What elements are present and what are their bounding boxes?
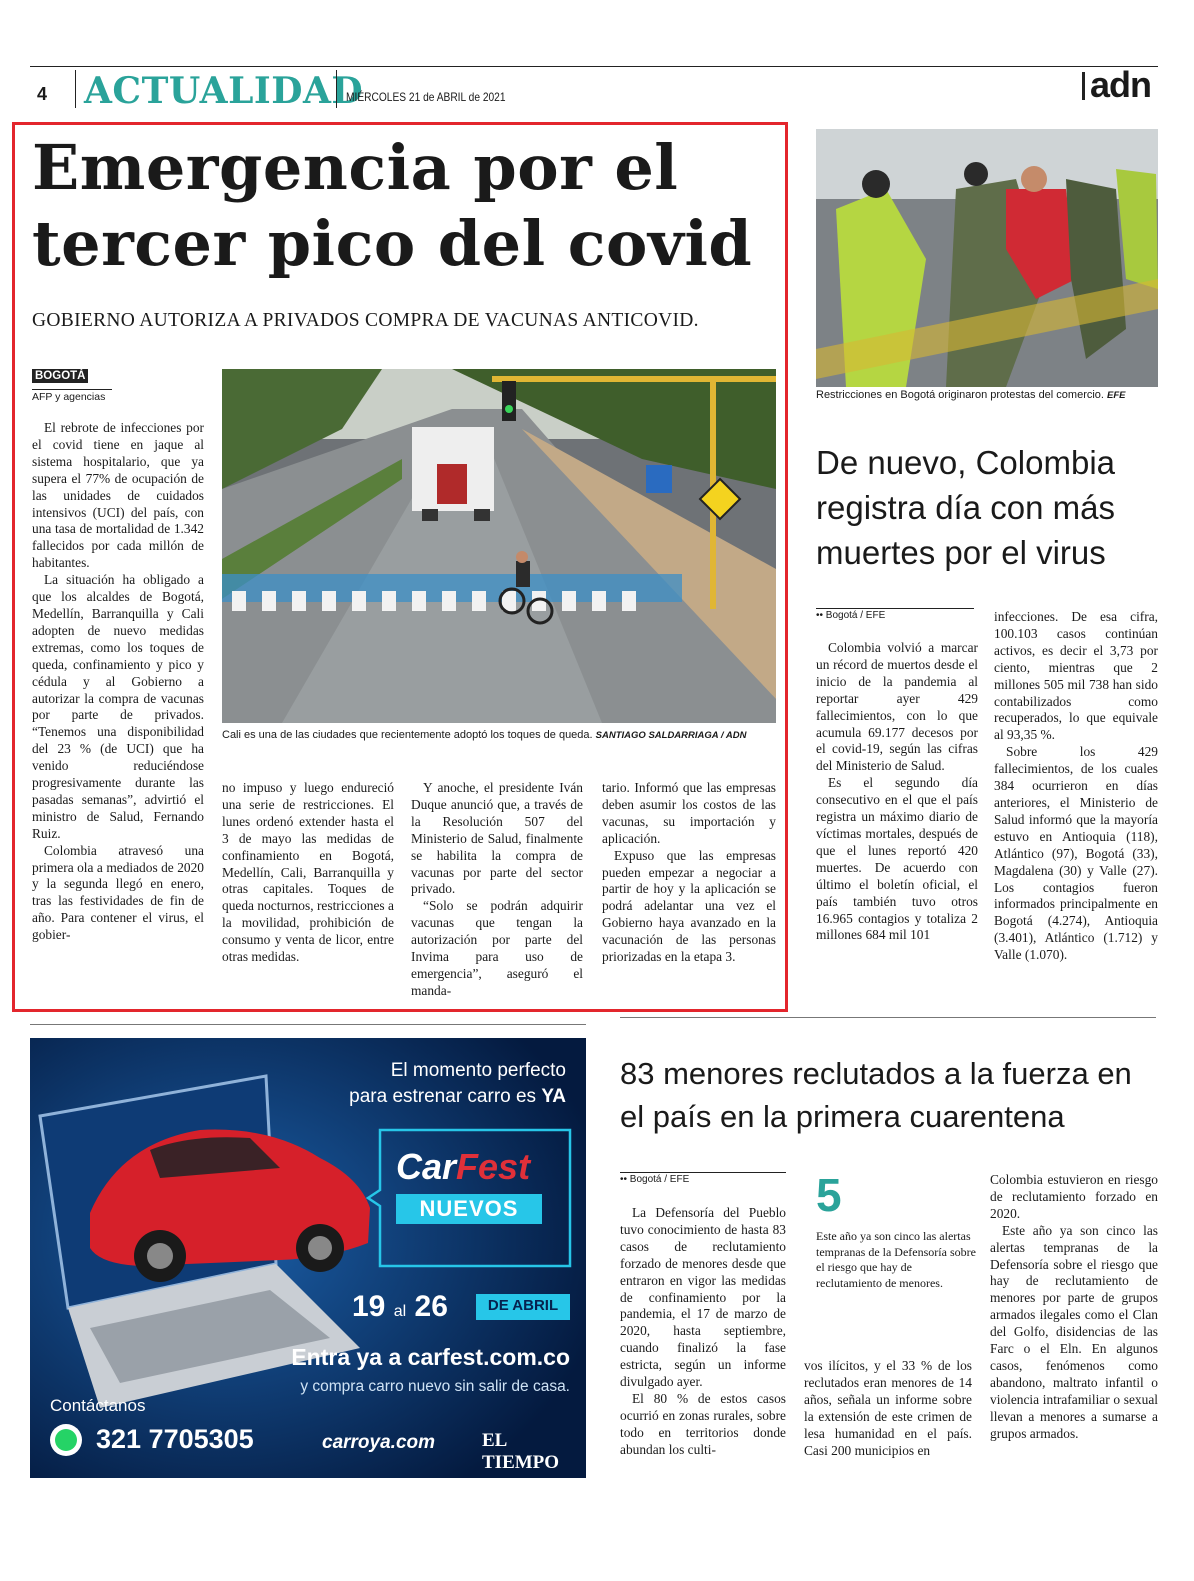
section-title: ACTUALIDAD: [84, 70, 364, 112]
photo-credit: EFE: [1107, 390, 1126, 401]
article-column: [620, 1205, 786, 1459]
date-to: 26: [414, 1290, 448, 1323]
paragraph: El 80 % de estos casos ocurrió en zonas rurales, sobre todo en territorios donde abundan los culti-: [620, 1390, 786, 1457]
carfest-logo: [396, 1146, 530, 1188]
photo-caption: [222, 729, 776, 741]
article-column: [994, 609, 1158, 964]
photo-caption: [816, 389, 1126, 401]
logo-bar: [1082, 72, 1085, 100]
issue-date: MIÉRCOLES 21 de ABRIL de 2021: [346, 90, 506, 104]
paragraph: Y anoche, el presidente Iván Duque anunció que, a través de la Resolución 507 del Ministerio de Salud, finalmente se habilita la compra de vacunas por parte del sector privado.: [411, 780, 583, 897]
photo-credit: SANTIAGO SALDARRIAGA / ADN: [595, 730, 747, 741]
whatsapp-icon[interactable]: [50, 1424, 82, 1456]
section-divider: [30, 1024, 586, 1025]
paragraph: Expuso que las empresas pueden empezar a negociar a partir de hoy y la aplicación se podrá adelantar una vez el Gobierno haya avanzado en la vacunación de las personas priorizadas en la etapa 3.: [602, 847, 776, 965]
protest-photo: [816, 129, 1158, 387]
section-divider: [620, 1017, 1156, 1018]
paragraph: tario. Informó que las empresas deben asumir los costos de las vacunas, su importación y aplicación.: [602, 780, 776, 846]
adn-logo: adn: [1090, 64, 1152, 105]
date-from: 19: [352, 1290, 386, 1323]
headline-line: Emergencia por el: [32, 131, 679, 204]
paragraph: no impuso y luego endureció una serie de restricciones. El lunes ordenó extender hasta el 3 de mayo las medidas de confinamiento en Bogotá, Medellín, Cali, Barranquilla y otras capitales. Toques de queda nocturnos, restricciones a la movilidad, prohibición de consumo y venta de licor, entre otras medidas.: [222, 780, 394, 965]
paragraph: infecciones. De esa cifra, 100.103 casos continúan activos, es decir el 3,73 por ciento, mientras que 2 millones 505 mil 738 han sido contabilizados como recuperados, lo que equivale al 93,35 %.: [994, 609, 1158, 743]
paragraph: Sobre los 429 fallecimientos, de los cuales 384 ocurrieron en días anteriores, el Ministerio de Salud informó que la mayoría estuvo en Antioquia (118), Atlántico (97), Bogotá (33), Magdalena (30) y Valle (27). Los contagios fueron informados principalmente en Bogotá (4.274), Antioquia (3.401), Atlántico (1.712) y Valle (1.070).: [994, 744, 1158, 963]
eltiempo-logo: EL TIEMPO: [482, 1430, 560, 1473]
byline: •• Bogotá / EFE: [816, 608, 974, 621]
ad-cta-sub: y compra carro nuevo sin salir de casa.: [300, 1378, 570, 1395]
paragraph: vos ilícitos, y el 33 % de los reclutados eran menores de 14 años, señala un informe sobre la extensión de este crimen de lesa humanidad en el país. Casi 200 municipios en: [804, 1358, 972, 1458]
paragraph: La situación ha obligado a que los alcaldes de Bogotá, Medellín, Barranquilla y Cali adopten de nuevo medidas extremas, como los toques de queda, confinamiento y pico y cédula y al Gobierno a autorizar la compra de vacunas por parte de privados. “Tenemos una disponibilidad del 23 % (de UCI) que ha venido reduciéndose progresivamente durante las pasadas semanas”, advirtió el ministro de Salud, Fernando Ruiz.: [32, 572, 204, 841]
highlight-text: Este año ya son cinco las alertas tempranas de la Defensoría sobre el riesgo que hay de reclutamiento de menores.: [816, 1229, 976, 1290]
article-column: [32, 420, 204, 944]
paragraph: Es el segundo día consecutivo en el que el país registra un máximo diario de víctimas mortales, después de que el lunes reportó 420 muertes. De acuerdo con último el boletín oficial, el país también tuvo otros 16.965 contagios y totaliza 2 millones 684 mil 101: [816, 775, 978, 943]
header-rule: [30, 66, 1158, 67]
ad-cta[interactable]: Entra ya a carfest.com.co: [291, 1344, 570, 1370]
article-column: [222, 780, 394, 966]
article-column: [804, 1358, 972, 1459]
nuevos-badge: NUEVOS: [419, 1196, 519, 1221]
highlight-number: 5: [816, 1169, 842, 1221]
header-divider: [75, 70, 76, 108]
caption-text: Restricciones en Bogotá originaron protestas del comercio.: [816, 389, 1104, 401]
caption-text: Cali es una de las ciudades que recientemente adoptó los toques de queda.: [222, 729, 593, 741]
tagline-line: para estrenar carro es: [349, 1086, 542, 1107]
page-number: 4: [37, 84, 48, 104]
date-connector: al: [393, 1303, 407, 1320]
paragraph: Este año ya son cinco las alertas tempranas de la Defensoría sobre el riesgo que hay de reclutamiento de menores por parte de grupos armados ilegales como el Clan del Golfo, disidencias de las Farc o el Eln. En algunos casos, fenómenos como abandono, maltrato infantil o violencia intrafamiliar o sexual llevan a menores a sumarse a grupos armados.: [990, 1222, 1158, 1441]
article-column: [990, 1172, 1158, 1443]
headline-line: tercer pico del covid: [32, 207, 753, 280]
header-divider: [336, 70, 337, 108]
byline: •• Bogotá / EFE: [620, 1172, 786, 1185]
street-photo: [222, 369, 776, 723]
paragraph: El rebrote de infecciones por el covid tiene en jaque al sistema hospitalario, que ya supera el 77% de ocupación de las unidades de cuidados intensivos (UCI) del país, con una tasa de mortalidad de 1.342 fallecidos por cada millón de habitantes.: [32, 420, 204, 571]
tagline-line: El momento perfecto: [390, 1060, 566, 1081]
tagline-emphasis: YA: [541, 1086, 566, 1107]
article-column: [816, 640, 978, 944]
main-subhead: GOBIERNO AUTORIZA A PRIVADOS COMPRA DE VACUNAS ANTICOVID.: [32, 310, 699, 331]
paragraph: La Defensoría del Pueblo tuvo conocimiento de hasta 83 casos de reclutamiento forzado de menores desde que entraron en vigor las medidas de confinamiento por la pandemia, el 17 de marzo de 2020, hasta septiembre, cuando finalizó la fase estricta, según un informe divulgado ayer.: [620, 1205, 786, 1390]
event-dates: [352, 1290, 448, 1324]
paragraph: “Solo se podrán adquirir vacunas que tengan la autorización por parte del Invima para uso de emergencia”, aseguró el manda-: [411, 898, 583, 998]
date-month: DE ABRIL: [487, 1297, 559, 1314]
agency-credit: AFP y agencias: [32, 389, 112, 403]
bottom-headline: 83 menores reclutados a la fuerza en el país en la primera cuarentena: [620, 1056, 1132, 1134]
paragraph: Colombia atravesó una primera ola a mediados de 2020 y la segunda llegó en enero, tras las festividades de fin de año. Para contener el virus, el gobier-: [32, 842, 204, 943]
secondary-headline: De nuevo, Colombia registra día con más muertes por el virus: [816, 444, 1115, 571]
article-column: [411, 780, 583, 1000]
carfest-logo-part: Fest: [456, 1146, 531, 1187]
article-column: [602, 780, 776, 966]
ad-tagline: [330, 1058, 566, 1110]
paragraph: Colombia estuvieron en riesgo de reclutamiento forzado en 2020.: [990, 1172, 1158, 1221]
carfest-advertisement[interactable]: [30, 1038, 586, 1478]
place-tag: BOGOTÁ: [32, 369, 88, 383]
carfest-logo-part: Car: [396, 1146, 457, 1187]
phone-number[interactable]: 321 7705305: [96, 1424, 254, 1454]
main-headline: [32, 130, 782, 282]
carroya-logo: carroya.com: [322, 1432, 436, 1453]
contact-label: Contáctanos: [50, 1396, 146, 1415]
paragraph: Colombia volvió a marcar un récord de muertos desde el inicio de la pandemia al reportar ayer 429 fallecimientos, con lo que acumula 69.177 decesos por el covid-19, según las cifras del Ministerio de Salud.: [816, 640, 978, 774]
